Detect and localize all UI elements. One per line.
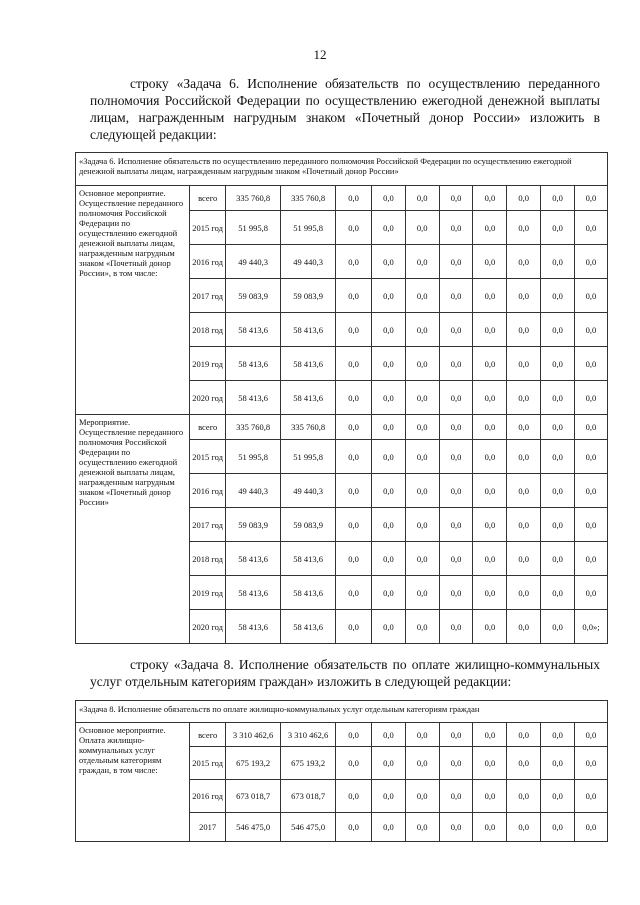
period-cell: всего — [190, 415, 226, 440]
value-cell: 0,0 — [541, 508, 575, 542]
value-cell: 0,0 — [372, 440, 406, 474]
value-cell: 0,0 — [336, 440, 372, 474]
value-cell: 0,0 — [405, 245, 439, 279]
value-cell: 0,0 — [439, 313, 473, 347]
value-cell: 0,0 — [405, 186, 439, 211]
value-cell: 0,0 — [372, 186, 406, 211]
value-cell: 0,0 — [507, 780, 541, 813]
value-cell: 0,0 — [439, 245, 473, 279]
value-cell: 51 995,8 — [226, 211, 281, 245]
value-cell: 59 083,9 — [281, 508, 336, 542]
value-cell: 0,0 — [372, 245, 406, 279]
value-cell: 0,0 — [507, 381, 541, 415]
value-cell: 0,0 — [574, 474, 607, 508]
value-cell: 0,0 — [541, 576, 575, 610]
table-row — [76, 186, 608, 211]
value-cell: 0,0 — [574, 415, 607, 440]
value-cell: 0,0 — [405, 747, 439, 780]
value-cell: 0,0 — [439, 780, 473, 813]
value-cell: 0,0 — [541, 610, 575, 644]
value-cell: 0,0 — [541, 780, 575, 813]
value-cell: 0,0 — [372, 610, 406, 644]
value-cell: 0,0 — [336, 245, 372, 279]
value-cell: 0,0 — [336, 780, 372, 813]
value-cell: 0,0 — [541, 542, 575, 576]
value-cell: 0,0 — [336, 813, 372, 842]
value-cell: 0,0 — [336, 610, 372, 644]
value-cell: 0,0 — [507, 440, 541, 474]
value-cell: 0,0 — [336, 474, 372, 508]
value-cell: 0,0 — [507, 186, 541, 211]
table-title: «Задача 8. Исполнение обязательств по оплате жилищно-коммунальных услуг отдельным категориям граждан — [76, 701, 608, 723]
value-cell: 0,0 — [439, 813, 473, 842]
value-cell: 0,0 — [574, 245, 607, 279]
value-cell: 0,0 — [336, 381, 372, 415]
value-cell: 58 413,6 — [281, 313, 336, 347]
value-cell: 0,0 — [405, 279, 439, 313]
value-cell: 51 995,8 — [226, 440, 281, 474]
value-cell: 0,0 — [473, 508, 507, 542]
value-cell: 58 413,6 — [226, 576, 281, 610]
value-cell: 0,0 — [541, 747, 575, 780]
value-cell: 0,0 — [372, 211, 406, 245]
task6-table — [75, 152, 608, 644]
value-cell: 0,0 — [372, 576, 406, 610]
value-cell: 0,0 — [336, 347, 372, 381]
value-cell: 58 413,6 — [281, 347, 336, 381]
value-cell: 0,0 — [405, 313, 439, 347]
value-cell: 0,0 — [473, 542, 507, 576]
value-cell: 49 440,3 — [226, 245, 281, 279]
value-cell: 0,0 — [473, 576, 507, 610]
value-cell: 673 018,7 — [281, 780, 336, 813]
value-cell: 0,0 — [372, 723, 406, 747]
value-cell: 0,0 — [574, 347, 607, 381]
value-cell: 0,0 — [405, 474, 439, 508]
value-cell: 58 413,6 — [226, 542, 281, 576]
period-cell: 2018 год — [190, 542, 226, 576]
value-cell: 0,0 — [541, 313, 575, 347]
value-cell: 58 413,6 — [281, 576, 336, 610]
value-cell: 58 413,6 — [281, 381, 336, 415]
value-cell: 0,0 — [574, 186, 607, 211]
value-cell: 0,0 — [473, 440, 507, 474]
value-cell: 0,0 — [473, 780, 507, 813]
value-cell: 0,0 — [541, 245, 575, 279]
value-cell: 0,0 — [507, 813, 541, 842]
value-cell: 58 413,6 — [226, 381, 281, 415]
value-cell: 0,0 — [372, 347, 406, 381]
paragraph-task8 — [90, 656, 600, 690]
period-cell: 2020 год — [190, 381, 226, 415]
value-cell: 0,0 — [507, 610, 541, 644]
period-cell: всего — [190, 723, 226, 747]
value-cell: 0,0 — [574, 813, 607, 842]
value-cell: 0,0 — [439, 186, 473, 211]
value-cell: 0,0 — [372, 508, 406, 542]
value-cell: 0,0 — [507, 747, 541, 780]
value-cell: 0,0 — [507, 245, 541, 279]
value-cell: 0,0 — [405, 576, 439, 610]
value-cell: 0,0 — [439, 347, 473, 381]
period-cell: 2017 — [190, 813, 226, 842]
value-cell: 0,0 — [372, 813, 406, 842]
period-cell: 2020 год — [190, 610, 226, 644]
table-row — [76, 723, 608, 747]
value-cell: 0,0 — [405, 415, 439, 440]
value-cell: 0,0 — [336, 508, 372, 542]
value-cell: 0,0 — [473, 813, 507, 842]
value-cell: 675 193,2 — [226, 747, 281, 780]
value-cell: 0,0 — [541, 347, 575, 381]
value-cell: 0,0 — [439, 474, 473, 508]
table-title: «Задача 6. Исполнение обязательств по осуществлению переданного полномочия Российской Федерации по осуществлению ежегодной денежной выплаты лицам, награжденным нагрудным знаком «Почетный донор России» — [76, 153, 608, 186]
value-cell: 0,0 — [473, 747, 507, 780]
table-row — [76, 415, 608, 440]
value-cell: 0,0 — [574, 279, 607, 313]
value-cell: 335 760,8 — [281, 415, 336, 440]
value-cell: 59 083,9 — [226, 508, 281, 542]
value-cell: 51 995,8 — [281, 211, 336, 245]
value-cell: 0,0 — [473, 415, 507, 440]
value-cell: 0,0 — [574, 508, 607, 542]
value-cell: 0,0 — [405, 347, 439, 381]
value-cell: 58 413,6 — [281, 542, 336, 576]
value-cell: 0,0 — [439, 415, 473, 440]
paragraph-task6-text: строку «Задача 6. Исполнение обязательств по осуществлению переданного полномочия Российской Федерации по осуществлению ежегодной денежной выплаты лицам, награжденным нагрудным знаком «Почетный донор России» изложить в следующей редакции: — [90, 76, 600, 142]
value-cell: 0,0 — [439, 508, 473, 542]
period-cell: 2015 год — [190, 440, 226, 474]
value-cell: 0,0 — [372, 415, 406, 440]
value-cell: 0,0 — [541, 211, 575, 245]
paragraph-task8-text: строку «Задача 8. Исполнение обязательств по оплате жилищно-коммунальных услуг отдельным категориям граждан» изложить в следующей редакции: — [90, 657, 600, 689]
value-cell: 0,0 — [473, 279, 507, 313]
value-cell: 0,0 — [507, 313, 541, 347]
value-cell: 0,0 — [405, 211, 439, 245]
value-cell: 0,0 — [507, 576, 541, 610]
value-cell: 58 413,6 — [281, 610, 336, 644]
value-cell: 0,0 — [507, 279, 541, 313]
value-cell: 0,0 — [541, 415, 575, 440]
measure-description: Основное мероприятие. Осуществление переданного полномочия Российской Федерации по осуществлению ежегодной денежной выплаты лицам, награжденным нагрудным знаком «Почетный донор России», в том числе: — [76, 186, 190, 415]
period-cell: всего — [190, 186, 226, 211]
value-cell: 0,0 — [372, 747, 406, 780]
value-cell: 0,0 — [574, 542, 607, 576]
value-cell: 0,0 — [405, 723, 439, 747]
value-cell: 0,0 — [405, 780, 439, 813]
value-cell: 0,0 — [473, 381, 507, 415]
value-cell: 0,0 — [473, 313, 507, 347]
value-cell: 0,0 — [541, 381, 575, 415]
value-cell: 0,0 — [336, 279, 372, 313]
value-cell: 49 440,3 — [281, 245, 336, 279]
value-cell: 0,0 — [574, 313, 607, 347]
value-cell: 0,0 — [541, 474, 575, 508]
value-cell: 0,0 — [439, 279, 473, 313]
value-cell: 0,0 — [473, 211, 507, 245]
value-cell: 0,0 — [439, 747, 473, 780]
value-cell: 0,0 — [473, 186, 507, 211]
value-cell: 0,0 — [541, 440, 575, 474]
period-cell: 2017 год — [190, 279, 226, 313]
value-cell: 0,0 — [439, 381, 473, 415]
page-number: 12 — [313, 47, 327, 62]
value-cell: 0,0 — [405, 508, 439, 542]
value-cell: 58 413,6 — [226, 313, 281, 347]
value-cell: 0,0 — [336, 415, 372, 440]
value-cell: 49 440,3 — [281, 474, 336, 508]
value-cell: 0,0 — [439, 440, 473, 474]
value-cell: 0,0 — [372, 474, 406, 508]
period-cell: 2015 год — [190, 747, 226, 780]
value-cell: 0,0 — [473, 474, 507, 508]
value-cell: 0,0»; — [574, 610, 607, 644]
value-cell: 0,0 — [473, 245, 507, 279]
value-cell: 0,0 — [541, 186, 575, 211]
value-cell: 0,0 — [507, 542, 541, 576]
value-cell: 0,0 — [507, 723, 541, 747]
value-cell: 0,0 — [541, 723, 575, 747]
value-cell: 0,0 — [439, 211, 473, 245]
value-cell: 0,0 — [372, 542, 406, 576]
value-cell: 0,0 — [574, 747, 607, 780]
value-cell: 0,0 — [574, 381, 607, 415]
value-cell: 0,0 — [574, 576, 607, 610]
period-cell: 2019 год — [190, 347, 226, 381]
period-cell: 2018 год — [190, 313, 226, 347]
value-cell: 0,0 — [336, 576, 372, 610]
value-cell: 546 475,0 — [226, 813, 281, 842]
paragraph-task6 — [90, 75, 600, 143]
period-cell: 2016 год — [190, 780, 226, 813]
value-cell: 0,0 — [439, 723, 473, 747]
value-cell: 0,0 — [372, 780, 406, 813]
value-cell: 0,0 — [507, 415, 541, 440]
period-cell: 2019 год — [190, 576, 226, 610]
value-cell: 673 018,7 — [226, 780, 281, 813]
value-cell: 0,0 — [405, 813, 439, 842]
measure-description: Мероприятие. Осуществление переданного полномочия Российской Федерации по осуществлению ежегодной денежной выплаты лицам, награжденным нагрудным знаком «Почетный донор России» — [76, 415, 190, 644]
value-cell: 0,0 — [574, 723, 607, 747]
value-cell: 0,0 — [336, 542, 372, 576]
value-cell: 0,0 — [405, 381, 439, 415]
period-cell: 2016 год — [190, 245, 226, 279]
value-cell: 58 413,6 — [226, 347, 281, 381]
value-cell: 0,0 — [405, 610, 439, 644]
value-cell: 51 995,8 — [281, 440, 336, 474]
value-cell: 335 760,8 — [281, 186, 336, 211]
value-cell: 335 760,8 — [226, 415, 281, 440]
value-cell: 0,0 — [507, 508, 541, 542]
value-cell: 675 193,2 — [281, 747, 336, 780]
task8-table — [75, 700, 608, 842]
value-cell: 0,0 — [473, 723, 507, 747]
value-cell: 59 083,9 — [226, 279, 281, 313]
value-cell: 0,0 — [439, 576, 473, 610]
value-cell: 3 310 462,6 — [281, 723, 336, 747]
value-cell: 0,0 — [405, 440, 439, 474]
value-cell: 0,0 — [507, 474, 541, 508]
period-cell: 2015 год — [190, 211, 226, 245]
period-cell: 2017 год — [190, 508, 226, 542]
value-cell: 0,0 — [336, 313, 372, 347]
value-cell: 0,0 — [507, 211, 541, 245]
value-cell: 0,0 — [574, 780, 607, 813]
value-cell: 59 083,9 — [281, 279, 336, 313]
value-cell: 335 760,8 — [226, 186, 281, 211]
value-cell: 0,0 — [336, 211, 372, 245]
value-cell: 0,0 — [541, 279, 575, 313]
value-cell: 546 475,0 — [281, 813, 336, 842]
value-cell: 0,0 — [372, 279, 406, 313]
value-cell: 0,0 — [372, 313, 406, 347]
value-cell: 0,0 — [574, 211, 607, 245]
value-cell: 0,0 — [473, 610, 507, 644]
value-cell: 58 413,6 — [226, 610, 281, 644]
value-cell: 0,0 — [336, 747, 372, 780]
value-cell: 0,0 — [336, 723, 372, 747]
value-cell: 0,0 — [574, 440, 607, 474]
value-cell: 0,0 — [541, 813, 575, 842]
value-cell: 49 440,3 — [226, 474, 281, 508]
value-cell: 0,0 — [507, 347, 541, 381]
value-cell: 3 310 462,6 — [226, 723, 281, 747]
value-cell: 0,0 — [473, 347, 507, 381]
value-cell: 0,0 — [439, 610, 473, 644]
value-cell: 0,0 — [336, 186, 372, 211]
period-cell: 2016 год — [190, 474, 226, 508]
measure-description: Основное мероприятие. Оплата жилищно-коммунальных услуг отдельным категориям граждан, в том числе: — [76, 723, 190, 842]
value-cell: 0,0 — [439, 542, 473, 576]
value-cell: 0,0 — [405, 542, 439, 576]
value-cell: 0,0 — [372, 381, 406, 415]
